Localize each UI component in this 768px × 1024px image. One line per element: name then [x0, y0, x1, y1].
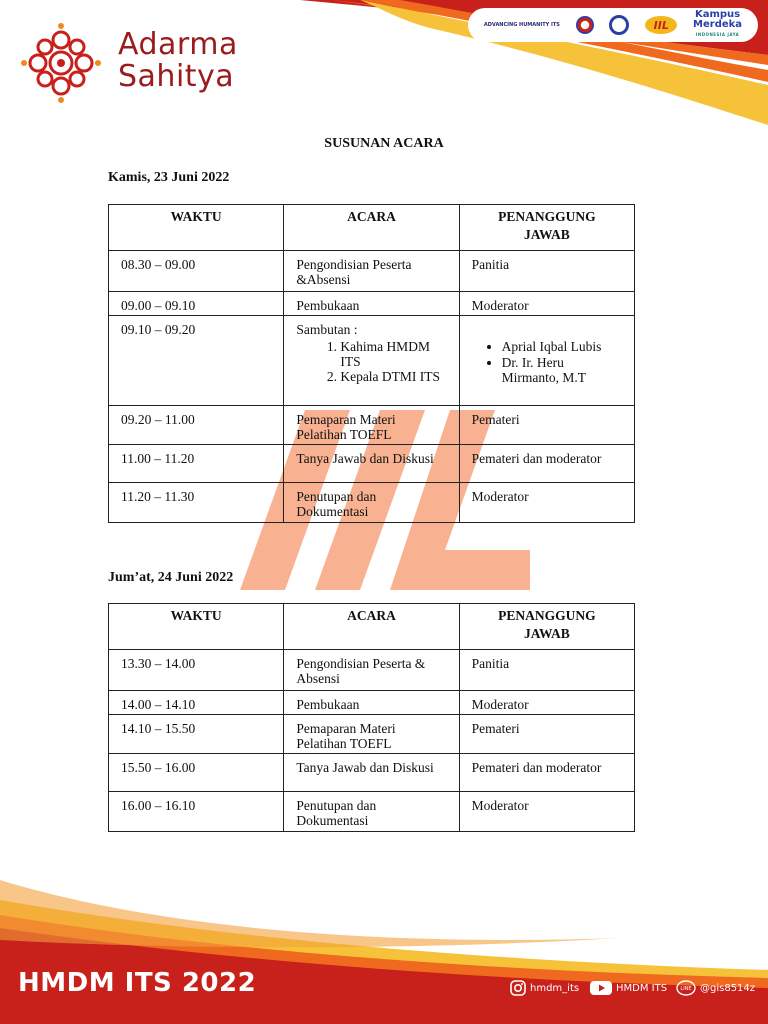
line-handle: @gis8514z [700, 982, 756, 994]
table-row [109, 251, 635, 292]
cell-time: 11.00 – 11.20 [109, 445, 284, 483]
cell-pic: Moderator [459, 792, 634, 832]
cell-time: 14.00 – 14.10 [109, 691, 284, 715]
cell-event: Pembukaan [284, 691, 459, 715]
table-header-row [109, 604, 635, 650]
cell-event: Pengondisian Peserta & Absensi [284, 650, 459, 691]
partner-its-tagline: ADVANCING HUMANITY [483, 22, 550, 28]
footer-title: HMDM ITS 2022 [18, 968, 257, 998]
line-link[interactable] [676, 980, 755, 996]
partner-ring-icon [609, 15, 629, 35]
table-row [109, 445, 635, 483]
cell-time: 08.30 – 09.00 [109, 251, 284, 292]
list-item: 2. Kepala DTMI ITS [340, 369, 446, 384]
table-row [109, 754, 635, 792]
table-row [109, 406, 635, 445]
cell-time: 09.20 – 11.00 [109, 406, 284, 445]
youtube-channel: HMDM ITS [616, 982, 668, 994]
line-icon [676, 980, 696, 996]
cell-event: Pengondisian Peserta &Absensi [284, 251, 459, 292]
cell-pic: Panitia [459, 650, 634, 691]
header-acara: ACARA [284, 604, 459, 650]
instagram-link[interactable] [510, 980, 579, 996]
header-pj-line1: PENANGGUNG [498, 209, 596, 224]
cell-time: 14.10 – 15.50 [109, 715, 284, 754]
day1-schedule-table [108, 204, 635, 523]
table-row [109, 691, 635, 715]
table-row [109, 483, 635, 523]
partner-kampus-merdeka-logo [693, 10, 742, 40]
list-item: • Dr. Ir. Heru Mirmanto, M.T [502, 355, 622, 385]
header-waktu: WAKTU [109, 604, 284, 650]
table-row [109, 650, 635, 691]
brand-wordmark [118, 27, 238, 94]
partner-its-logo [484, 22, 560, 28]
day2-heading: Jum’at, 24 Juni 2022 [108, 570, 234, 585]
header-penanggung-jawab [459, 604, 634, 650]
brand-line2: Sahitya [118, 59, 235, 94]
header-acara: ACARA [284, 205, 459, 251]
cell-event: Penutupan dan Dokumentasi [284, 792, 459, 832]
partner-merdeka-text: Merdeka [693, 19, 743, 30]
cell-time: 15.50 – 16.00 [109, 754, 284, 792]
partner-iil-logo: IIL [645, 16, 677, 34]
partner-logos [468, 8, 758, 42]
cell-event: Penutupan dan Dokumentasi [284, 483, 459, 523]
cell-event: Pemaparan Materi Pelatihan TOEFL [284, 406, 459, 445]
table-row [109, 316, 635, 406]
cell-event: Pembukaan [284, 292, 459, 316]
header-pj-line2: JAWAB [523, 227, 570, 242]
cell-pic: Panitia [459, 251, 634, 292]
cell-event-label: Sambutan : [296, 322, 358, 337]
youtube-icon [590, 980, 612, 996]
cell-event: Pemaparan Materi Pelatihan TOEFL [284, 715, 459, 754]
instagram-icon [510, 980, 526, 996]
header-pj-line1: PENANGGUNG [498, 608, 596, 623]
header-pj-line2: JAWAB [523, 626, 570, 641]
day2-schedule-table [108, 603, 635, 832]
partner-km-tagline: INDONESIA JAYA [695, 32, 740, 37]
cell-time: 16.00 – 16.10 [109, 792, 284, 832]
partner-kampus-text: Kampus [694, 9, 741, 20]
cell-time: 09.00 – 09.10 [109, 292, 284, 316]
cell-pic: Moderator [459, 292, 634, 316]
table-header-row [109, 205, 635, 251]
cell-time: 09.10 – 09.20 [109, 316, 284, 406]
line-icon-label: LINE [680, 986, 692, 992]
instagram-handle: hmdm_its [530, 982, 580, 994]
day1-heading: Kamis, 23 Juni 2022 [108, 170, 230, 185]
cell-pic: Pemateri [459, 406, 634, 445]
list-item: 1. Kahima HMDM ITS [340, 339, 446, 369]
logo-mark-icon [20, 22, 102, 104]
speaker-list [296, 339, 446, 384]
cell-time: 13.30 – 14.00 [109, 650, 284, 691]
header-waktu: WAKTU [109, 205, 284, 251]
cell-pic: Moderator [459, 483, 634, 523]
cell-pic: Pemateri dan moderator [459, 445, 634, 483]
cell-pic: Pemateri dan moderator [459, 754, 634, 792]
cell-pic: Moderator [459, 691, 634, 715]
table-row [109, 292, 635, 316]
document-title: SUSUNAN ACARA [324, 136, 444, 151]
header-penanggung-jawab [459, 205, 634, 251]
cell-event [284, 316, 459, 406]
partner-emblem-icon [576, 16, 594, 34]
partner-its-name: ITS [550, 22, 560, 28]
footer-decoration [0, 880, 768, 1024]
youtube-link[interactable] [590, 980, 667, 996]
cell-event: Tanya Jawab dan Diskusi [284, 445, 459, 483]
brand-line1: Adarma [118, 27, 238, 62]
cell-time: 11.20 – 11.30 [109, 483, 284, 523]
table-row [109, 715, 635, 754]
cell-pic [459, 316, 634, 406]
table-row [109, 792, 635, 832]
cell-pic: Pemateri [459, 715, 634, 754]
speaker-name-list [472, 339, 622, 385]
list-item: • Aprial Iqbal Lubis [502, 339, 622, 354]
cell-event: Tanya Jawab dan Diskusi [284, 754, 459, 792]
